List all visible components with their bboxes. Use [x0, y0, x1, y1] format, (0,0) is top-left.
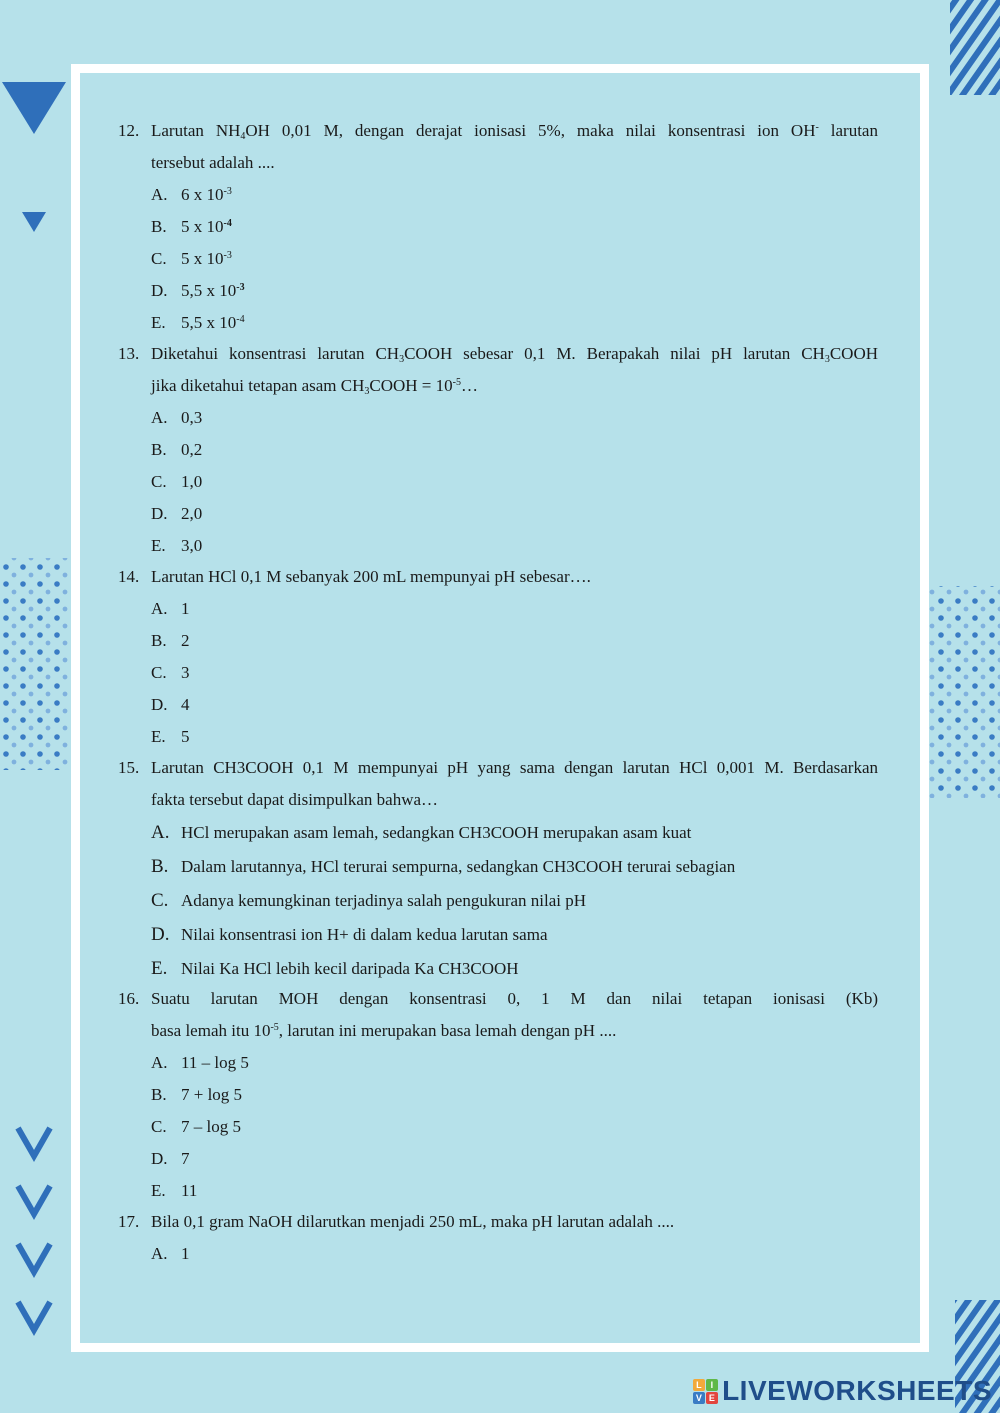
question-text: Bila 0,1 gram NaOH dilarutkan menjadi 250 mL, maka pH larutan adalah ....	[151, 1212, 675, 1231]
option-c[interactable]: C. Adanya kemungkinan terjadinya salah pengukuran nilai pH	[151, 890, 587, 911]
liveworksheets-logo	[693, 1375, 992, 1407]
option-c[interactable]: C. 3	[151, 663, 190, 682]
option-d[interactable]: D. 2,0	[151, 504, 203, 523]
question-text-line2: basa lemah itu $10^{-5}$, larutan ini merupakan basa lemah dengan pH ....	[151, 1021, 617, 1040]
option-b[interactable]: B. 5 x $10^{-4}$	[151, 217, 232, 236]
option-e[interactable]: E. 5,5 x $10^{-4}$	[151, 313, 245, 332]
question-16	[118, 983, 878, 1207]
question-15	[118, 752, 878, 986]
question-number: 14.	[118, 567, 140, 586]
option-a[interactable]: A. 0,3	[151, 408, 203, 427]
question-text: Larutan $NH_4OH$ 0,01 M, dengan derajat ionisasi 5%, maka nilai konsentrasi ion OH- larutan	[151, 121, 878, 142]
option-a[interactable]: A. HCl merupakan asam lemah, sedangkan CH3COOH merupakan asam kuat	[151, 822, 692, 843]
option-e[interactable]: E. 3,0	[151, 536, 203, 555]
option-e[interactable]: E. 11	[151, 1181, 198, 1200]
question-number: 12.	[118, 121, 140, 140]
question-14	[118, 561, 878, 753]
question-text-line2: jika diketahui tetapan asam $CH_3COOH$ = $10^{-5}\dots$	[151, 376, 478, 397]
option-a[interactable]: A. 11 – log 5	[151, 1053, 249, 1072]
question-number: 13.	[118, 344, 140, 363]
question-12	[118, 115, 878, 339]
option-c[interactable]: C. 1,0	[151, 472, 203, 491]
option-b[interactable]: B. Dalam larutannya, HCl terurai sempurna, sedangkan CH3COOH terurai sebagian	[151, 856, 736, 877]
question-text: Suatu larutan MOH dengan konsentrasi 0, 1 M dan nilai tetapan ionisasi (Kb)	[151, 989, 878, 1008]
option-c[interactable]: C. 5 x $10^{-3}$	[151, 249, 232, 268]
option-b[interactable]: B. 7 + log 5	[151, 1085, 243, 1104]
question-17	[118, 1206, 878, 1270]
question-text: Diketahui konsentrasi larutan $CH_3COOH$ sebesar 0,1 M. Berapakah nilai pH larutan $CH_3COOH$	[151, 344, 878, 365]
option-d[interactable]: D. 5,5 x $10^{-3}$	[151, 281, 245, 300]
question-text: Larutan CH3COOH 0,1 M mempunyai pH yang sama dengan larutan HCl 0,001 M. Berdasarkan	[151, 758, 878, 777]
question-13	[118, 338, 878, 562]
option-d[interactable]: D. 7	[151, 1149, 190, 1168]
liveworksheets-logo-text: LIVEWORKSHEETS	[722, 1375, 992, 1406]
option-b[interactable]: B. 0,2	[151, 440, 203, 459]
question-text: Larutan HCl 0,1 M sebanyak 200 mL mempunyai pH sebesar….	[151, 567, 591, 586]
option-e[interactable]: E. Nilai Ka HCl lebih kecil daripada Ka CH3COOH	[151, 958, 519, 979]
question-number: 17.	[118, 1212, 140, 1231]
question-number: 15.	[118, 758, 140, 777]
option-d[interactable]: D. Nilai konsentrasi ion H+ di dalam kedua larutan sama	[151, 924, 548, 945]
question-number: 16.	[118, 989, 140, 1008]
option-a[interactable]: A. 6 x $10^{-3}$	[151, 185, 232, 204]
option-c[interactable]: C. 7 – log 5	[151, 1117, 241, 1136]
option-a[interactable]: A. 1	[151, 599, 190, 618]
liveworksheets-logo-mark: L I V E	[693, 1379, 718, 1404]
option-e[interactable]: E. 5	[151, 727, 190, 746]
question-text-line2: tersebut adalah ....	[151, 153, 275, 172]
option-d[interactable]: D. 4	[151, 695, 190, 714]
option-a[interactable]: A. 1	[151, 1244, 190, 1263]
question-text-line2: fakta tersebut dapat disimpulkan bahwa…	[151, 790, 439, 809]
option-b[interactable]: B. 2	[151, 631, 190, 650]
